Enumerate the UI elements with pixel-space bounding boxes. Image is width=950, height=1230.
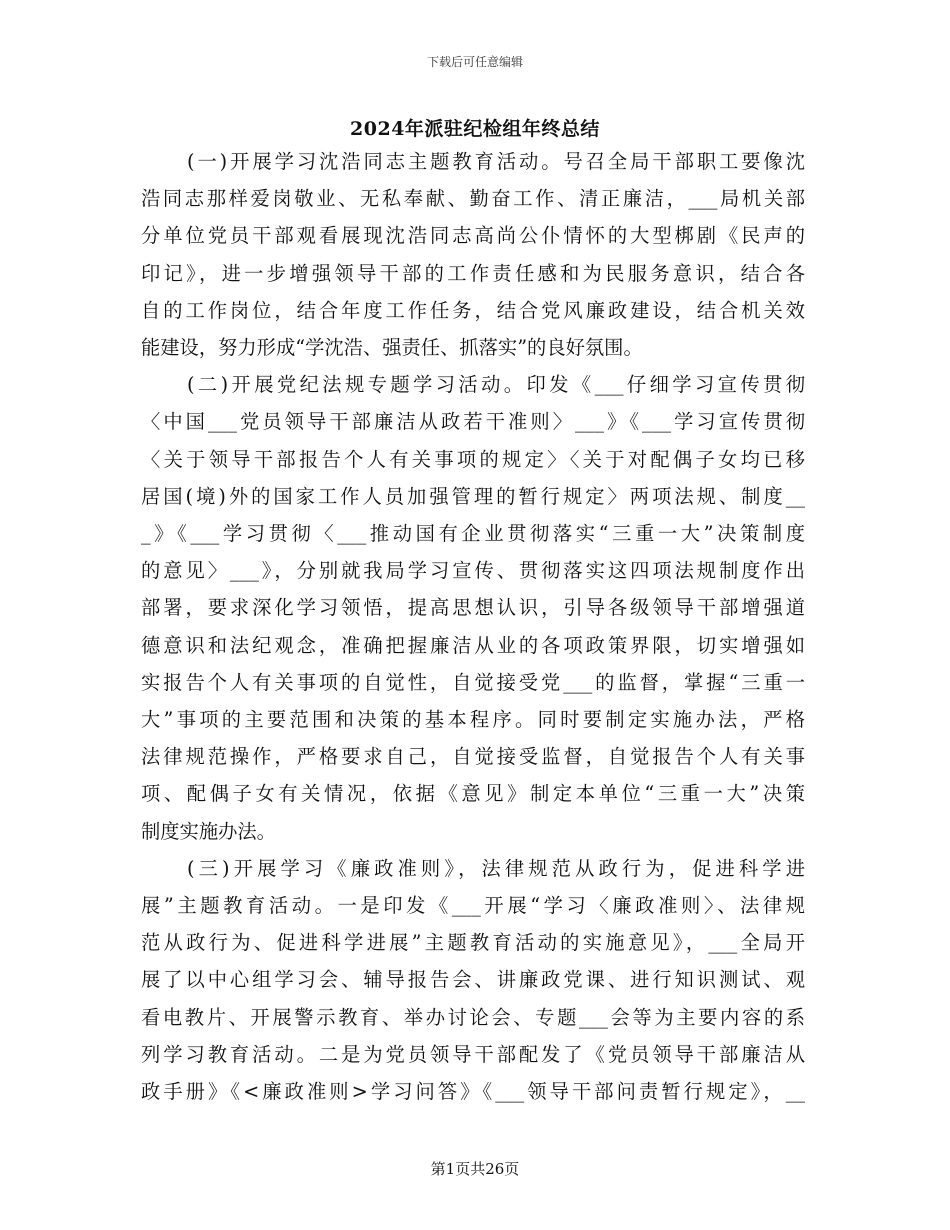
paragraph-1-line-1: (一)开展学习沈浩同志主题教育活动。号召全局干部职工要像沈: [187, 150, 805, 173]
paragraph-2-line-12: 项、配偶子女有关情况，依据《意见》制定本单位“三重一大”决策: [141, 782, 805, 806]
paragraph-3-line-5: 看电教片、开展警示教育、举办讨论会、专题___会等为主要内容的系: [141, 1005, 805, 1029]
paragraph-2-line-2: 〈中国___党员领导干部廉洁从政若干准则〉___》《___学习宣传贯彻: [141, 410, 805, 434]
page-footer: 第1页共26页: [430, 1160, 520, 1178]
paragraph-3-line-4: 展了以中心组学习会、辅导报告会、讲廉政党课、进行知识测试、观: [141, 968, 805, 992]
paragraph-1-line-6: 能建设，努力形成“学沈浩、强责任、抓落实”的良好氛围。: [141, 336, 643, 360]
paragraph-1-line-5: 自的工作岗位，结合年度工作任务，结合党风廉政建设，结合机关效: [141, 298, 805, 322]
paragraph-2-line-8: 德意识和法纪观念，准确把握廉洁从业的各项政策界限，切实增强如: [141, 633, 805, 657]
paragraph-3-line-1: (三)开展学习《廉政准则》，法律规范从政行为，促进科学进: [187, 856, 805, 880]
paragraph-1-line-4: 印记》，进一步增强领导干部的工作责任感和为民服务意识，结合各: [141, 261, 805, 285]
paragraph-2-line-6: 的意见〉___》，分别就我局学习宣传、贯彻落实这四项法规制度作出: [141, 559, 805, 583]
paragraph-2-line-4: 居国(境)外的国家工作人员加强管理的暂行规定〉两项法规、制度__: [141, 484, 805, 508]
paragraph-2-line-1: (二)开展党纪法规专题学习活动。印发《___仔细学习宣传贯彻: [187, 373, 805, 397]
paragraph-3-line-2: 展”主题教育活动。一是印发《___开展“学习〈廉政准则〉、法律规: [141, 894, 805, 918]
paragraph-3-line-3: 范从政行为、促进科学进展”主题教育活动的实施意见》，___全局开: [141, 931, 805, 955]
paragraph-3-line-7: 政手册》《<廉政准则>学习问答》《___领导干部问责暂行规定》，__: [141, 1080, 805, 1104]
paragraph-2-line-13: 制度实施办法。: [141, 819, 276, 843]
paragraph-2-line-3: 〈关于领导干部报告个人有关事项的规定〉〈关于对配偶子女均已移: [141, 447, 805, 471]
paragraph-1-line-2: 浩同志那样爱岗敬业、无私奉献、勤奋工作、清正廉洁，___局机关部: [141, 187, 805, 211]
paragraph-2-line-7: 部署，要求深化学习领悟，提高思想认识，引导各级领导干部增强道: [141, 596, 805, 620]
paragraph-2-line-5: _》《___学习贯彻〈___推动国有企业贯彻落实“三重一大”决策制度: [141, 522, 805, 546]
paragraph-2-line-10: 大”事项的主要范围和决策的基本程序。同时要制定实施办法，严格: [141, 708, 805, 732]
paragraph-2-line-11: 法律规范操作，严格要求自己，自觉接受监督，自觉报告个人有关事: [141, 745, 805, 769]
document-body: [141, 143, 805, 1110]
header-note: 下载后可任意编辑: [426, 55, 523, 69]
paragraph-2-line-9: 实报告个人有关事项的自觉性，自觉接受党___的监督，掌握“三重一: [141, 670, 805, 694]
paragraph-1-line-3: 分单位党员干部观看展现沈浩同志高尚公仆情怀的大型梆剧《民声的: [141, 224, 805, 248]
document-title: 2024年派驻纪检组年终总结: [350, 118, 600, 140]
paragraph-3-line-6: 列学习教育活动。二是为党员领导干部配发了《党员领导干部廉洁从: [141, 1042, 805, 1066]
